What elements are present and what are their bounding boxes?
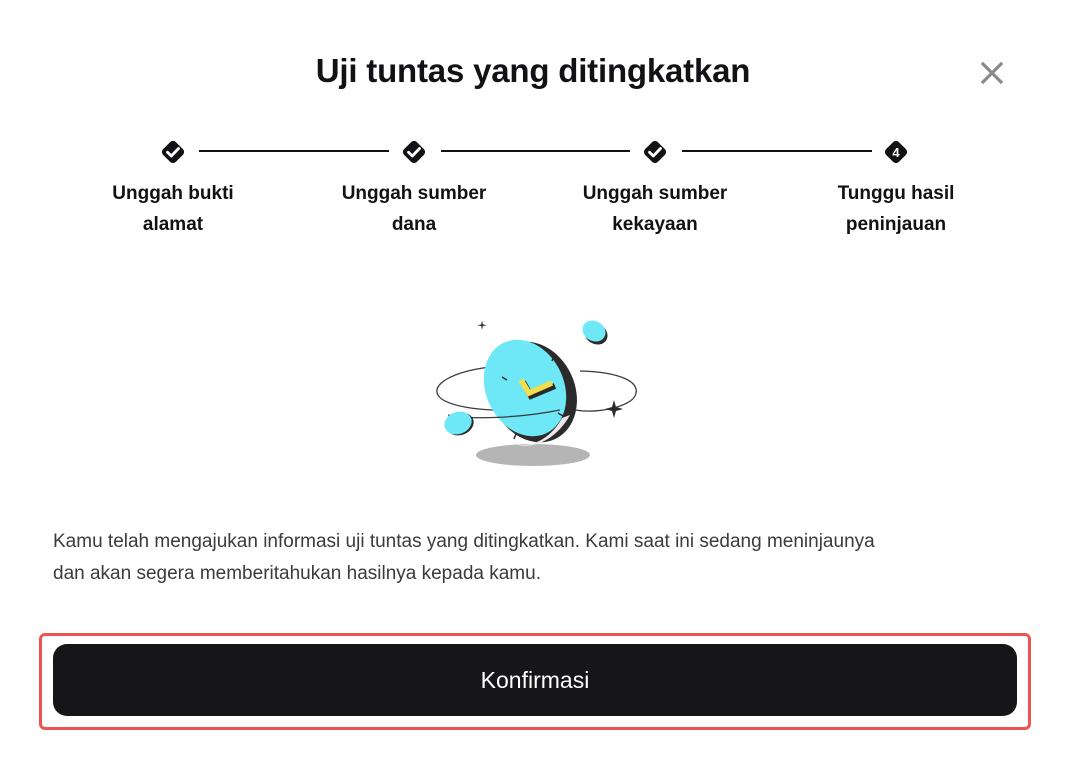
step-label: Unggah sumber dana xyxy=(341,183,487,235)
step-4 xyxy=(796,138,996,240)
step-2 xyxy=(314,138,514,240)
step-label: Unggah sumber kekayaan xyxy=(582,183,728,235)
step-number-icon xyxy=(882,138,910,166)
check-icon xyxy=(400,138,428,166)
check-icon xyxy=(159,138,187,166)
step-label: Unggah bukti alamat xyxy=(112,183,234,235)
step-3 xyxy=(555,138,755,240)
check-icon xyxy=(641,138,669,166)
svg-text:4: 4 xyxy=(892,145,900,160)
close-icon xyxy=(980,61,1004,85)
step-label: Tunggu hasil peninjauan xyxy=(837,183,955,235)
clock-review-illustration xyxy=(430,310,640,470)
progress-stepper xyxy=(0,138,1066,248)
close-button[interactable] xyxy=(977,58,1007,88)
step-1 xyxy=(73,138,273,240)
status-description: Kamu telah mengajukan informasi uji tuntas yang ditingkatkan. Kami saat ini sedang meninjaunya dan akan segera memberitahukan hasilnya kepada kamu. xyxy=(53,531,875,584)
confirm-button[interactable]: Konfirmasi xyxy=(53,644,1017,716)
modal-title: Uji tuntas yang ditingkatkan xyxy=(315,52,751,89)
